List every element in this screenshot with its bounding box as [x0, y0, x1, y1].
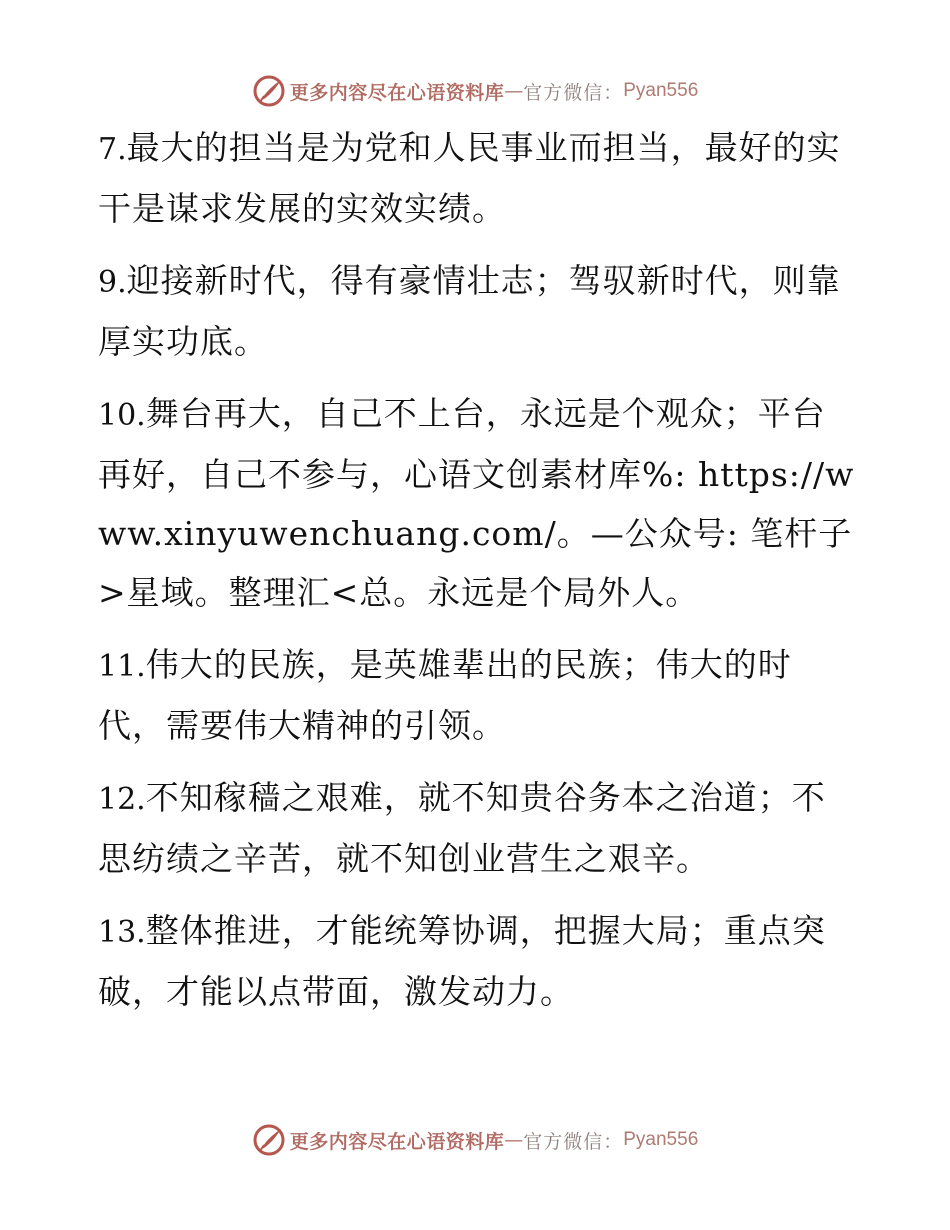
paragraph-number: 10.: [98, 398, 146, 433]
paragraph-12: [98, 768, 858, 888]
header-banner: [0, 71, 950, 111]
document-body: [98, 118, 858, 1034]
banner-separator: —: [504, 80, 524, 102]
paragraph-13: [98, 901, 858, 1021]
banner-wechat-id: Pyan556: [623, 1129, 699, 1150]
paragraph-number: 11.: [98, 649, 146, 684]
paragraph-text: 伟大的民族，是英雄辈出的民族；伟大的时代，需要伟大精神的引领。: [98, 645, 792, 745]
paragraph-7: [98, 118, 858, 238]
paragraph-text: 整体推进，才能统筹协调，把握大局；重点突破，才能以点带面，激发动力。: [98, 911, 826, 1011]
paragraph-number: 13.: [98, 915, 146, 950]
quill-circle-logo-icon: [252, 1123, 286, 1157]
footer-banner: [0, 1120, 950, 1160]
paragraph-9: [98, 251, 858, 371]
paragraph-number: 9.: [98, 265, 127, 300]
paragraph-text: 舞台再大，自己不上台，永远是个观众；平台再好，自己不参与，心语文创素材库%: https://www.xinyuwenchuang.com/。—公众号: 笔杆子>星域。整理汇<总。永远是个局外人。: [98, 394, 855, 612]
paragraph-11: [98, 635, 858, 755]
banner-site-name: 更多内容尽在心语资料库: [289, 81, 505, 104]
paragraph-number: 7.: [98, 132, 127, 167]
banner-wechat-id: Pyan556: [623, 80, 699, 101]
banner-official-label: 官方微信：: [523, 1130, 624, 1153]
banner-official-label: 官方微信：: [523, 81, 624, 104]
paragraph-text: 迎接新时代，得有豪情壮志；驾驭新时代，则靠厚实功底。: [98, 261, 841, 361]
paragraph-text: 最大的担当是为党和人民事业而担当，最好的实干是谋求发展的实效实绩。: [98, 128, 841, 228]
banner-site-name: 更多内容尽在心语资料库: [289, 1130, 505, 1153]
paragraph-10: [98, 384, 858, 622]
paragraph-text: 不知稼穑之艰难，就不知贵谷务本之治道；不思纺绩之辛苦，就不知创业营生之艰辛。: [98, 778, 826, 878]
banner-separator: —: [504, 1129, 524, 1151]
paragraph-number: 12.: [98, 782, 146, 817]
quill-circle-logo-icon: [252, 74, 286, 108]
